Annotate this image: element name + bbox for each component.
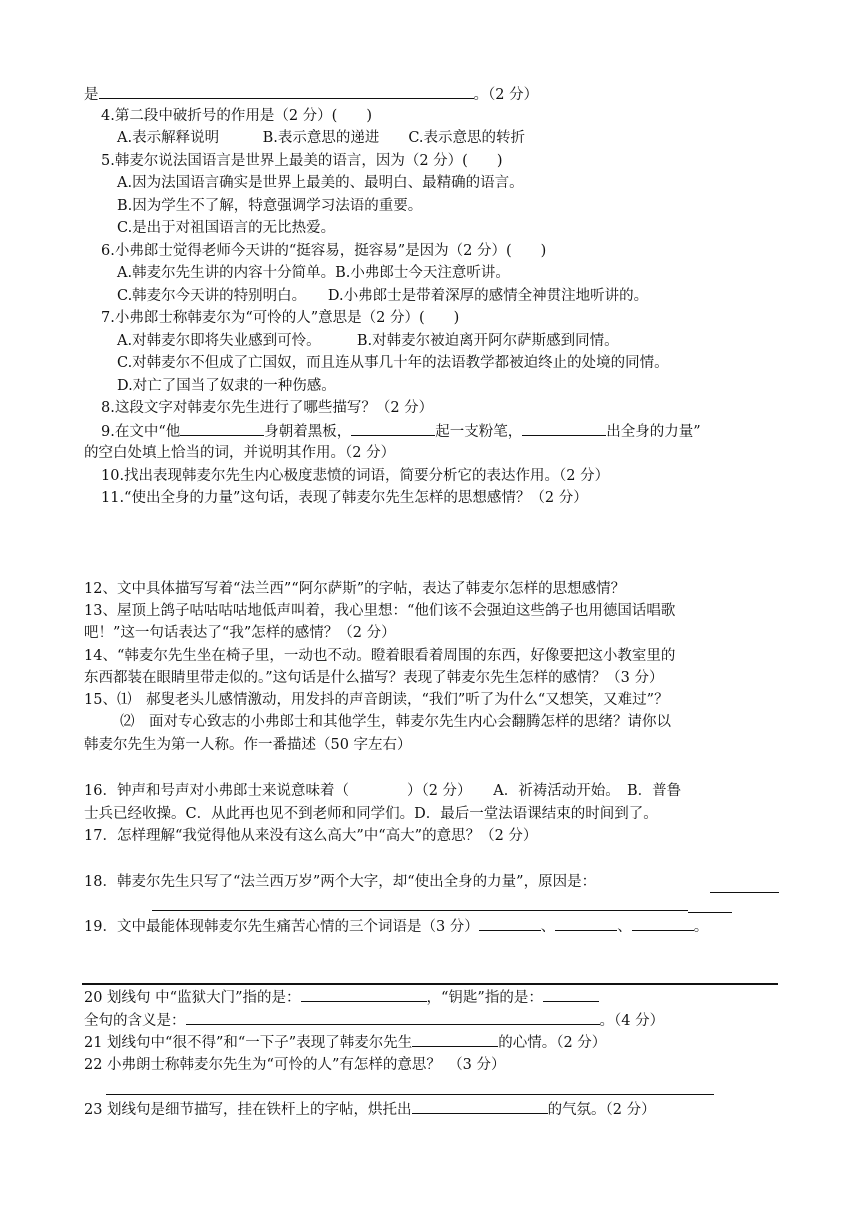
question-7-options-ab: A.对韩麦尔即将失业感到可怜。 B.对韩麦尔被迫离开阿尔萨斯感到同情。	[117, 333, 619, 349]
answer-blank[interactable]	[522, 421, 606, 436]
question-9: 9.在文中“他 身朝着黑板， 起一支粉笔， 出全身的力量”	[101, 421, 701, 442]
question-7: 7.小弗郎士称韩麦尔为“可怜的人”意思是（2 分）( )	[101, 310, 460, 326]
question-15-2: ⑵ 面对专心致志的小弗郎士和其他学生，韩麦尔先生内心会翻腾怎样的思绪？请你以	[120, 714, 671, 730]
question-6: 6.小弗郎士觉得老师今天讲的“挺容易，挺容易”是因为（2 分）( )	[101, 243, 547, 259]
answer-blank[interactable]	[632, 916, 694, 931]
question-22: 22 小弗朗士称韩麦尔先生为“可怜的人”有怎样的意思？ （3 分）	[84, 1057, 506, 1073]
question-16: 16．钟声和号声对小弗郎士来说意味着（ ）（2 分） A．祈祷活动开始。 B．普鲁	[84, 783, 682, 799]
answer-blank[interactable]	[479, 916, 541, 931]
question-15-2-cont: 韩麦尔先生为第一人称。作一番描述（50 字左右）	[84, 737, 412, 753]
answer-line[interactable]	[710, 892, 779, 893]
question-19: 19．文中最能体现韩麦尔先生痛苦心情的三个词语是（3 分） 、 、 。	[84, 916, 708, 937]
answer-blank[interactable]	[351, 421, 435, 436]
answer-blank[interactable]	[180, 421, 264, 436]
answer-line[interactable]	[688, 912, 732, 913]
question-6-options-ab: A.韩麦尔先生讲的内容十分简单。B.小弗郎士今天注意听讲。	[117, 265, 510, 281]
question-6-options-cd: C.韩麦尔今天讲的特别明白。 D.小弗郎士是带着深厚的感情全神贯注地听讲的。	[117, 288, 649, 304]
question-18: 18．韩麦尔先生只写了“法兰西万岁”两个大字，却“使出全身的力量”，原因是：	[84, 874, 597, 890]
question-7-option-d: D.对亡了国当了奴隶的一种伤感。	[117, 378, 336, 394]
answer-blank[interactable]	[412, 1032, 498, 1047]
question-13: 13、屋顶上鸽子咕咕咕咕地低声叫着，我心里想：“他们该不会强迫这些鸽子也用德国话唱歌	[84, 603, 676, 619]
answer-blank[interactable]	[412, 1099, 548, 1114]
answer-line-prev: 是 。（2 分）	[84, 84, 538, 105]
answer-blank[interactable]	[301, 987, 427, 1002]
answer-line[interactable]	[152, 910, 688, 911]
question-8: 8.这段文字对韩麦尔先生进行了哪些描写？（2 分）	[101, 400, 434, 416]
question-4: 4.第二段中破折号的作用是（2 分）( )	[101, 108, 372, 124]
question-7-option-c: C.对韩麦尔不但成了亡国奴，而且连从事几十年的法语教学都被迫终止的处境的同情。	[117, 355, 669, 371]
question-23: 23 划线句是细节描写，挂在铁杆上的字帖，烘托出 的气氛。（2 分）	[84, 1099, 656, 1120]
question-21: 21 划线句中“很不得”和“一下子”表现了韩麦尔先生 的心情。（2 分）	[84, 1032, 606, 1053]
answer-line[interactable]	[106, 1094, 714, 1095]
question-15-1: 15、⑴ 郝叟老头儿感情激动，用发抖的声音朗读，“我们”听了为什么“又想笑，又难过”？	[84, 692, 669, 708]
question-14-cont: 东西都装在眼睛里带走似的。”这句话是什么描写？表现了韩麦尔先生怎样的感情？（3 分）	[84, 670, 664, 686]
question-20-cont: 全句的含义是： 。（4 分）	[84, 1010, 664, 1031]
question-17: 17．怎样理解“我觉得他从来没有这么高大”中“高大”的意思？（2 分）	[84, 828, 538, 844]
answer-blank[interactable]	[186, 1010, 600, 1025]
question-9-cont: 的空白处填上恰当的词，并说明其作用。（2 分）	[84, 445, 396, 461]
answer-blank[interactable]	[555, 916, 617, 931]
question-5-option-c: C.是出于对祖国语言的无比热爱。	[117, 220, 336, 236]
question-5-option-b: B.因为学生不了解，特意强调学习法语的重要。	[117, 198, 423, 214]
question-16-cont: 士兵已经收操。C．从此再也见不到老师和同学们。D．最后一堂法语课结束的时间到了。	[84, 806, 658, 822]
question-11: 11.“使出全身的力量”这句话，表现了韩麦尔先生怎样的思想感情？（2 分）	[101, 490, 588, 506]
answer-blank[interactable]	[543, 987, 599, 1002]
question-5: 5.韩麦尔说法国语言是世界上最美的语言，因为（2 分）( )	[101, 153, 503, 169]
question-13-cont: 吧！”这一句话表达了“我”怎样的感情？（2 分）	[84, 625, 396, 641]
question-20: 20 划线句 中“监狱大门”指的是： ，“钥匙”指的是：	[84, 987, 599, 1008]
question-5-option-a: A.因为法国语言确实是世界上最美的、最明白、最精确的语言。	[117, 175, 524, 191]
question-4-options: A.表示解释说明 B.表示意思的递进 C.表示意思的转折	[117, 130, 526, 146]
answer-blank[interactable]	[99, 84, 474, 99]
section-divider	[82, 983, 778, 985]
question-12: 12、文中具体描写写着“法兰西”“阿尔萨斯”的字帖，表达了韩麦尔怎样的思想感情？	[84, 581, 626, 597]
question-10: 10.找出表现韩麦尔先生内心极度悲愤的词语，简要分析它的表达作用。（2 分）	[101, 468, 610, 484]
question-14: 14、“韩麦尔先生坐在椅子里，一动也不动。瞪着眼看着周围的东西，好像要把这小教室里的	[84, 648, 676, 664]
